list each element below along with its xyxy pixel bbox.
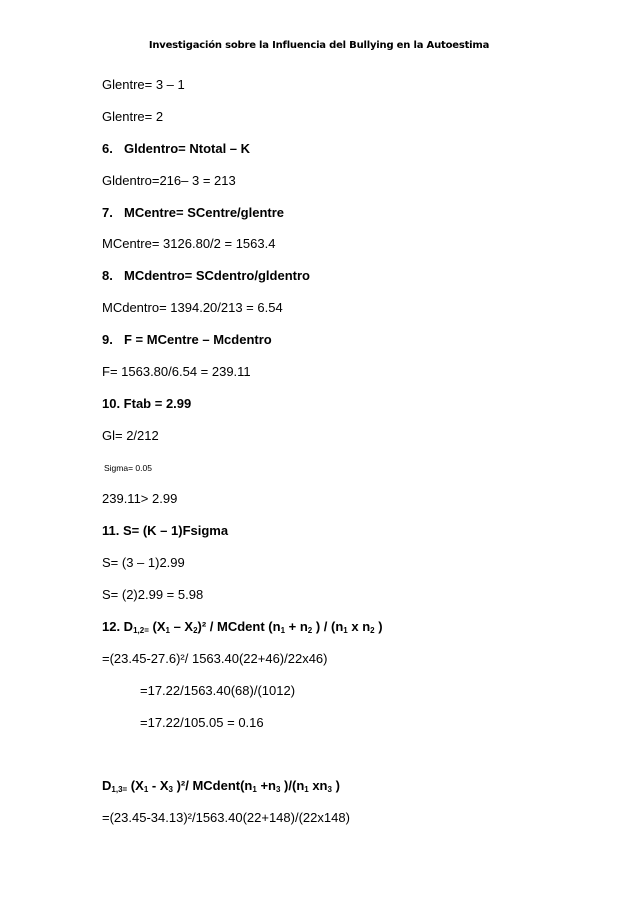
step-formula: MCdentro= SCdentro/gldentro [124,268,310,283]
text-line: S= (2)2.99 = 5.98 [102,587,204,602]
text-line: Gldentro=216– 3 = 213 [102,173,236,188]
text-line-indented: =17.22/1563.40(68)/(1012) [140,683,296,698]
step-heading-12 [102,619,383,635]
formula-subscript: 1 [143,785,149,794]
step-number: 8. [102,268,113,283]
step-formula: Gldentro= Ntotal – K [124,141,251,156]
step-formula: MCentre= SCentre/glentre [124,205,285,220]
formula-part: ) [331,778,340,793]
text-line: Gl= 2/212 [102,428,159,443]
text-line: F= 1563.80/6.54 = 239.11 [102,364,251,379]
text-line: Glentre= 2 [102,109,164,124]
formula-subscript: 1 [304,785,309,794]
formula-part: +n [256,778,276,793]
formula-part: xn [308,778,328,793]
formula-part: D [102,778,112,793]
text-line: =(23.45-34.13)²/1563.40(22+148)/(22x148) [102,810,350,825]
step-number: 6. [102,141,113,156]
step-number: 7. [102,205,113,220]
formula-subscript: 1 [343,626,348,635]
step-heading-7 [102,205,284,221]
step-heading-8 [102,268,310,284]
formula-part: )² / MCdent (n [197,619,281,634]
step-formula: F = MCentre – Mcdentro [124,332,272,347]
page-header: Investigación sobre la Influencia del Bullying en la Autoestima [148,40,490,51]
formula-part: + n [285,619,308,634]
formula-subscript: 1 [165,626,170,635]
formula-part: (X [148,619,166,634]
formula-part: x n [347,619,371,634]
formula-subscript: 3 [168,785,173,794]
step-heading-9 [102,332,272,348]
step-heading-10: 10. Ftab = 2.99 [102,396,192,411]
formula-subscript: 1,2= [133,626,149,635]
text-line: 239.11> 2.99 [102,491,178,506]
formula-subscript: 1 [280,626,286,635]
step-number: 9. [102,332,113,347]
formula-part: 12. D [102,619,134,634]
formula-subscript: 1,3= [111,785,128,794]
formula-part: - X [148,778,169,793]
formula-part: )/(n [280,778,305,793]
text-line: S= (3 – 1)2.99 [102,555,185,570]
text-line: =(23.45-27.6)²/ 1563.40(22+46)/22x46) [102,651,328,666]
formula-subscript: 3 [327,785,332,794]
formula-part: ) [374,619,383,634]
sigma-note: Sigma= 0.05 [104,463,152,473]
formula-subscript: 2 [307,626,313,635]
formula-subscript: 2 [370,626,375,635]
step-heading-11: 11. S= (K – 1)Fsigma [102,523,229,538]
step-heading-6 [102,141,250,157]
formula-part: ) / (n [312,619,344,634]
formula-part: )²/ MCdent(n [172,778,253,793]
formula-subscript: 2 [193,626,198,635]
text-line: Glentre= 3 – 1 [102,77,185,92]
formula-subscript: 3 [275,785,281,794]
text-line-indented: =17.22/105.05 = 0.16 [140,715,264,730]
text-line: MCdentro= 1394.20/213 = 6.54 [102,300,283,315]
formula-part: (X [127,778,144,793]
formula-d13 [102,778,340,794]
text-line: MCentre= 3126.80/2 = 1563.4 [102,236,276,251]
formula-part: – X [169,619,194,634]
formula-subscript: 1 [252,785,257,794]
